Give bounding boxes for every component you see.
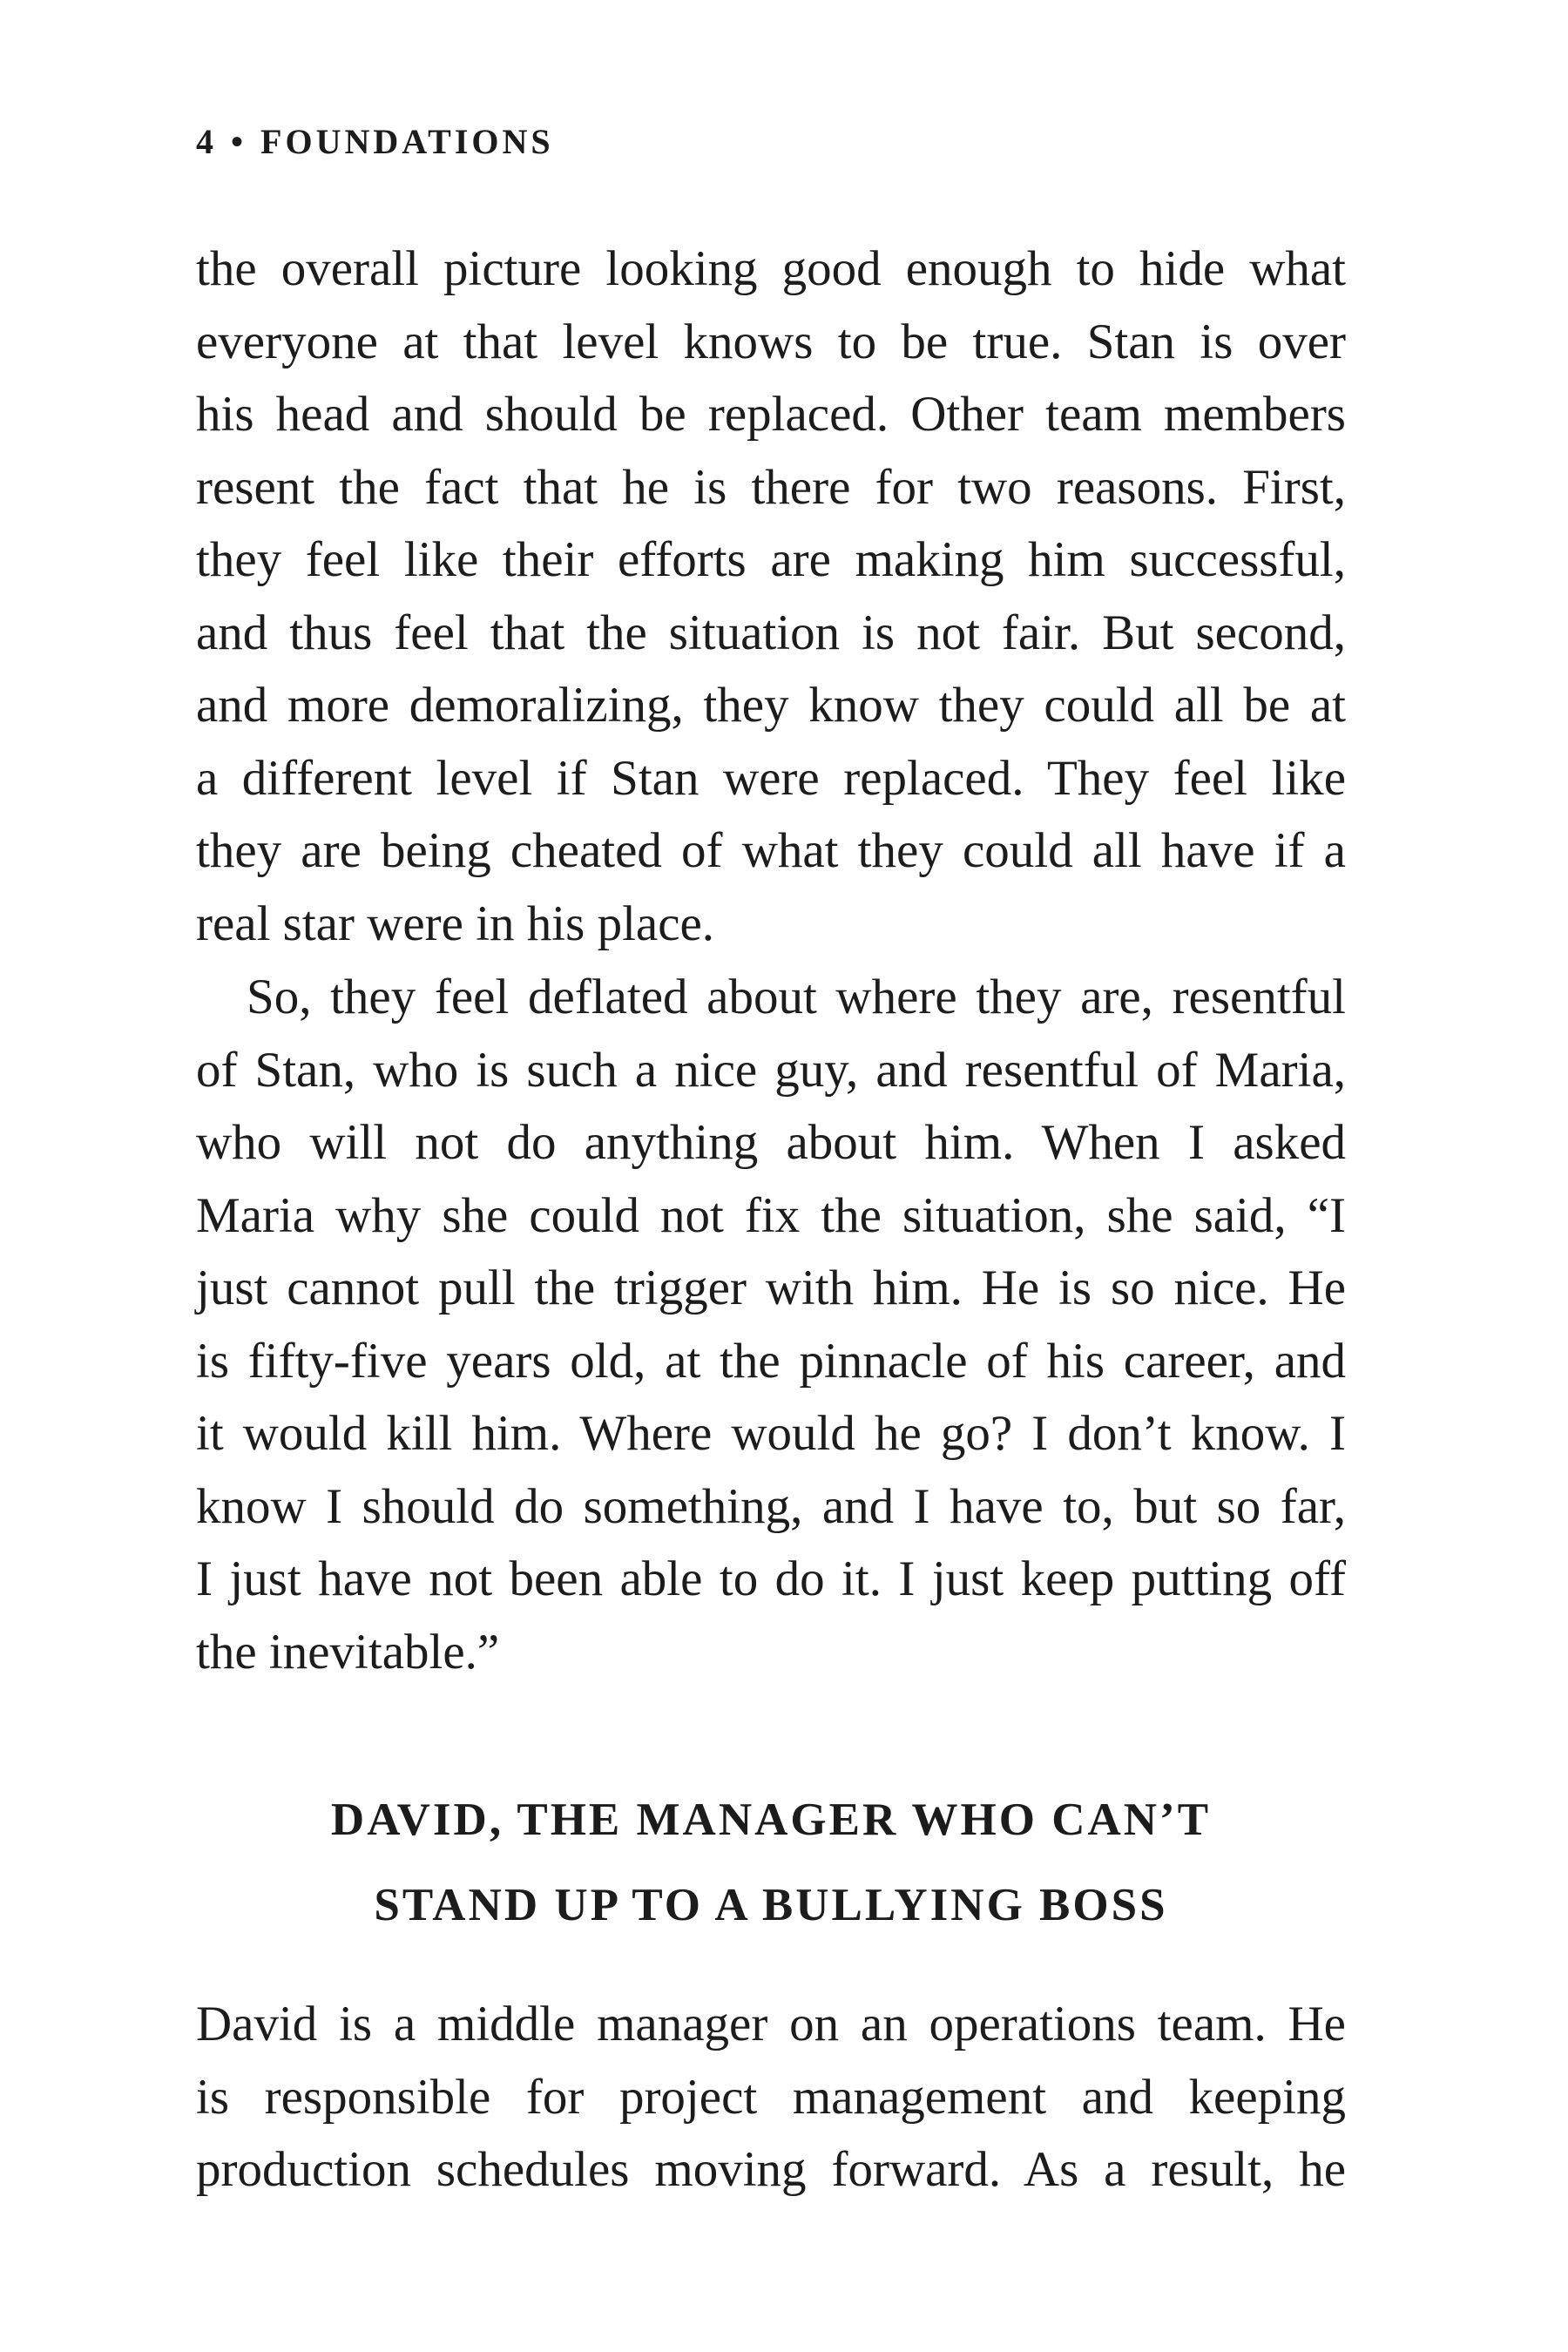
text-line: it would kill him. Where would he go? I don’t know. I [196, 1406, 1346, 1461]
running-head [196, 120, 554, 164]
text-line: is responsible for project management and keeping [196, 2069, 1346, 2125]
heading-line: STAND UP TO A BULLYING BOSS [374, 1880, 1168, 1930]
text-line: production schedules moving forward. As a result, he [196, 2142, 1346, 2197]
text-line: of Stan, who is such a nice guy, and resentful of Maria, [196, 1042, 1346, 1098]
separator-bullet: • [231, 122, 247, 161]
text-line: just cannot pull the trigger with him. He is so nice. He [196, 1260, 1346, 1315]
text-line: know I should do something, and I have to, but so far, [196, 1478, 1346, 1534]
paragraph-1 [196, 233, 1346, 960]
text-line: I just have not been able to do it. I just keep putting off [196, 1551, 1346, 1606]
text-line: and more demoralizing, they know they could all be at [196, 678, 1346, 733]
paragraph-3 [196, 1988, 1346, 2207]
text-line: a different level if Stan were replaced. They feel like [196, 750, 1346, 806]
text-line: who will not do anything about him. When I asked [196, 1115, 1346, 1170]
text-line: and thus feel that the situation is not fair. But second, [196, 605, 1346, 660]
text-line: Maria why she could not fix the situation, she said, “I [196, 1187, 1346, 1243]
section-heading [196, 1777, 1346, 1948]
section-title: FOUNDATIONS [260, 122, 554, 161]
text-line: the overall picture looking good enough to hide what [196, 241, 1346, 296]
page-number: 4 [196, 122, 217, 161]
text-line: they feel like their efforts are making him successful, [196, 532, 1346, 587]
paragraph-2 [196, 961, 1346, 1688]
text-line: resent the fact that he is there for two reasons. First, [196, 459, 1346, 515]
text-line: is fifty-five years old, at the pinnacle of his career, and [196, 1333, 1346, 1389]
text-line: So, they feel deflated about where they are, resentful [247, 970, 1346, 1024]
text-line: everyone at that level knows to be true. Stan is over [196, 314, 1346, 369]
text-line: real star were in his place. [196, 896, 715, 951]
text-line: his head and should be replaced. Other team members [196, 387, 1346, 442]
text-line: the inevitable.” [196, 1624, 500, 1680]
heading-line: DAVID, THE MANAGER WHO CAN’T [330, 1794, 1212, 1845]
text-line: they are being cheated of what they could all have if a [196, 823, 1346, 878]
text-line: David is a middle manager on an operations team. He [196, 1997, 1346, 2051]
